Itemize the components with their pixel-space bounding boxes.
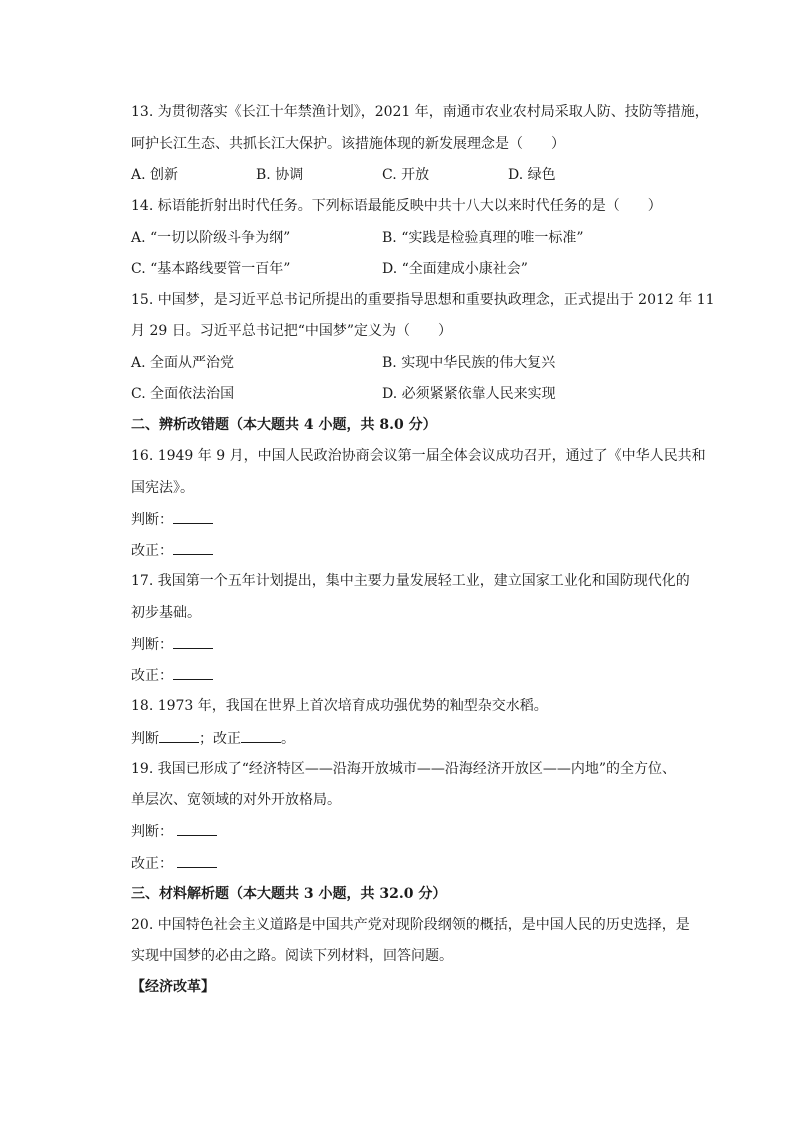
q15-stem-line1: 15. 中国梦，是习近平总书记所提出的重要指导思想和重要执政理念，正式提出于 2012 年 11: [131, 292, 715, 308]
q18-judge-label: 判断: [131, 731, 159, 747]
q16-stem-line2: 国宪法》。: [131, 480, 194, 496]
q19-correct-row: [131, 853, 217, 874]
q14-stem-line1: 14. 标语能折射出时代任务。下列标语最能反映中共十八大以来时代任务的是（ ）: [131, 198, 662, 214]
q19-correct-blank[interactable]: [177, 853, 217, 868]
q19-judge-row: [131, 821, 217, 842]
q17-stem-line2: 初步基础。: [131, 605, 201, 621]
q19-correct-label: 改正：: [131, 856, 173, 872]
q14-option-b: B. “实践是检验真理的唯一标准”: [382, 230, 584, 246]
q14-option-d: D. “全面建成小康社会”: [382, 261, 528, 277]
q20-stem-line2: 实现中国梦的必由之路。阅读下列材料，回答问题。: [131, 948, 453, 964]
q18-correct-blank[interactable]: [241, 728, 281, 743]
q19-judge-blank[interactable]: [177, 821, 217, 836]
q13-stem-line1: 13. 为贯彻落实《长江十年禁渔计划》，2021 年，南通市农业农村局采取人防、技防等措施，: [131, 104, 709, 120]
q15-option-d: D. 必须紧紧依靠人民来实现: [382, 386, 556, 402]
q16-judge-blank[interactable]: [173, 509, 213, 524]
section-3-heading: 三、材料解析题（本大题共 3 小题，共 32.0 分）: [131, 886, 447, 902]
q17-correct-label: 改正：: [131, 668, 173, 684]
q15-option-b: B. 实现中华民族的伟大复兴: [382, 355, 556, 371]
q18-judge-blank[interactable]: [159, 728, 199, 743]
q18-answer-row: [131, 728, 295, 749]
q15-stem-line2: 月 29 日。习近平总书记把“中国梦”定义为（ ）: [131, 323, 453, 339]
q17-stem-line1: 17. 我国第一个五年计划提出，集中主要力量发展轻工业，建立国家工业化和国防现代化的: [131, 573, 690, 589]
q13-option-c: C. 开放: [382, 167, 430, 183]
q18-correct-label: ；改正: [199, 731, 241, 747]
q16-correct-row: [131, 540, 213, 561]
q15-option-a: A. 全面从严治党: [131, 355, 235, 371]
q20-stem-line1: 20. 中国特色社会主义道路是中国共产党对现阶段纲领的概括，是中国人民的历史选择，是: [131, 917, 690, 933]
q13-option-b: B. 协调: [256, 167, 304, 183]
section-2-heading: 二、辨析改错题（本大题共 4 小题，共 8.0 分）: [131, 417, 437, 433]
q17-judge-row: [131, 634, 213, 655]
q14-option-c: C. “基本路线要管一百年”: [131, 261, 291, 277]
q17-correct-row: [131, 665, 213, 686]
q16-correct-label: 改正：: [131, 543, 173, 559]
q16-correct-blank[interactable]: [173, 540, 213, 555]
q18-end-mark: 。: [281, 731, 295, 747]
q19-judge-label: 判断：: [131, 824, 173, 840]
q14-option-a: A. “一切以阶级斗争为纲”: [131, 230, 291, 246]
q19-stem-line1: 19. 我国已形成了“经济特区——沿海开放城市——沿海经济开放区——内地”的全方位、: [131, 761, 677, 777]
q17-judge-blank[interactable]: [173, 634, 213, 649]
q16-judge-label: 判断：: [131, 512, 173, 528]
material-heading: 【经济改革】: [131, 979, 215, 995]
q19-stem-line2: 单层次、宽领域的对外开放格局。: [131, 792, 341, 808]
q16-stem-line1: 16. 1949 年 9 月，中国人民政治协商会议第一届全体会议成功召开，通过了《中华人民共和: [131, 448, 706, 464]
q18-stem-line1: 18. 1973 年，我国在世界上首次培育成功强优势的籼型杂交水稻。: [131, 698, 548, 714]
q13-option-a: A. 创新: [131, 167, 179, 183]
q13-option-d: D. 绿色: [508, 167, 556, 183]
q13-stem-line2: 呵护长江生态、共抓长江大保护。该措施体现的新发展理念是（ ）: [131, 136, 565, 152]
q17-judge-label: 判断：: [131, 637, 173, 653]
q15-option-c: C. 全面依法治国: [131, 386, 235, 402]
q17-correct-blank[interactable]: [173, 665, 213, 680]
q16-judge-row: [131, 509, 213, 530]
